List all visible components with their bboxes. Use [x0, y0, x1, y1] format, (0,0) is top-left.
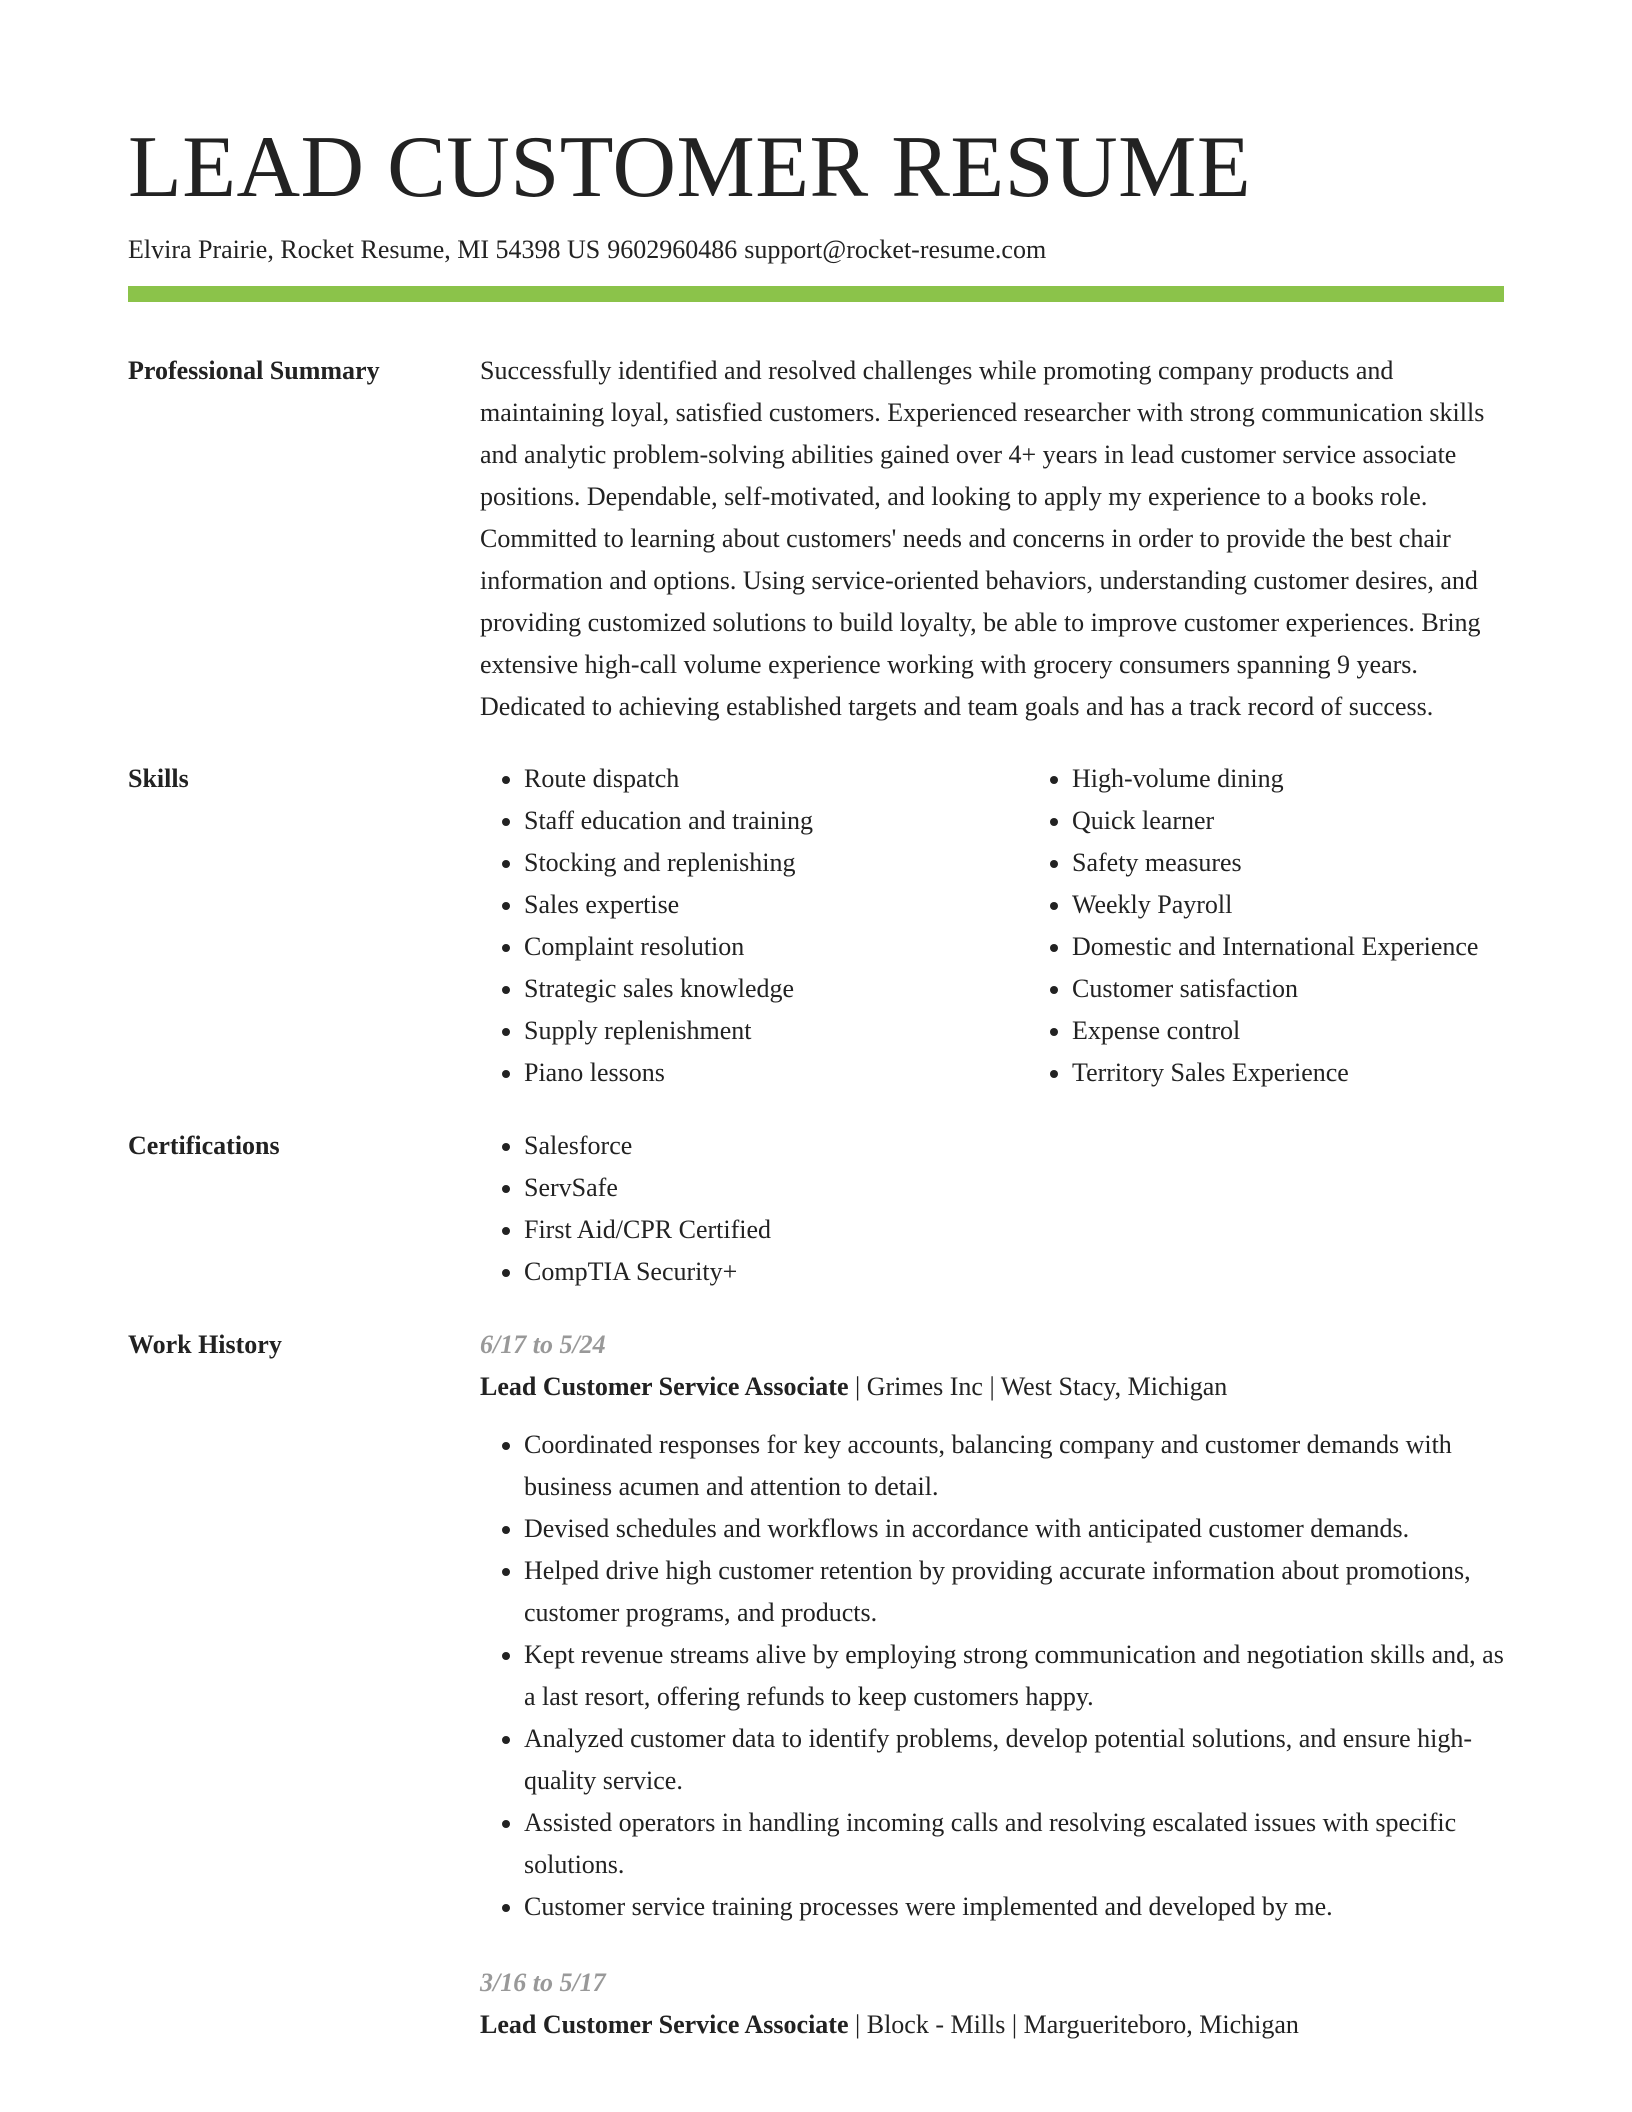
- resume-title: LEAD CUSTOMER RESUME: [128, 119, 1252, 216]
- job-company-location: | Block - Mills | Margueriteboro, Michigan: [848, 2010, 1299, 2039]
- contact-phone: 9602960486: [607, 235, 738, 264]
- skill-item: • Quick learner: [1072, 800, 1576, 842]
- job-bullet: • Devised schedules and workflows in accordance with anticipated customer demands.: [524, 1508, 1504, 1550]
- section-label-skills: Skills: [128, 764, 189, 793]
- section-label-work-history: Work History: [128, 1330, 282, 1359]
- skill-item: • Complaint resolution: [524, 926, 1028, 968]
- skill-item: • Customer satisfaction: [1072, 968, 1576, 1010]
- skill-item: • Expense control: [1072, 1010, 1576, 1052]
- job-bullets: [480, 1424, 1504, 1928]
- skill-item: • Route dispatch: [524, 758, 1028, 800]
- job-heading: [480, 2004, 1504, 2046]
- skill-item: • Territory Sales Experience: [1072, 1052, 1576, 1094]
- certification-item: • ServSafe: [524, 1167, 1504, 1209]
- contact-email: support@rocket-resume.com: [744, 235, 1047, 264]
- skills-list-right: [1028, 758, 1576, 1094]
- accent-divider: [128, 286, 1504, 302]
- job-dates: 6/17 to 5/24: [480, 1330, 606, 1359]
- skill-item: • Weekly Payroll: [1072, 884, 1576, 926]
- job-entry: [480, 1324, 1504, 1928]
- section-label-summary: Professional Summary: [128, 356, 380, 385]
- job-title: Lead Customer Service Associate: [480, 2010, 849, 2039]
- contact-line: [128, 234, 1504, 266]
- summary-text: Successfully identified and resolved challenges while promoting company products and maintaining loyal, satisfied customers. Experienced researcher with strong communication skills and analytic problem-solving abilities gained over 4+ years in lead customer service associate positions. Dependable, self-motivated, and looking to apply my experience to a books role. Committed to learning about customers' needs and concerns in order to provide the best chair information and options. Using service-oriented behaviors, understanding customer desires, and providing customized solutions to build loyalty, be able to improve customer experiences. Bring extensive high-call volume experience working with grocery consumers spanning 9 years. Dedicated to achieving established targets and team goals and has a track record of success.: [480, 356, 1485, 721]
- certifications-list: [480, 1125, 1504, 1293]
- skill-item: • Domestic and International Experience: [1072, 926, 1576, 968]
- skill-item: • Stocking and replenishing: [524, 842, 1028, 884]
- skill-item: • Staff education and training: [524, 800, 1028, 842]
- skill-item: • Supply replenishment: [524, 1010, 1028, 1052]
- job-bullet: • Customer service training processes were implemented and developed by me.: [524, 1886, 1504, 1928]
- resume-page: [128, 0, 1504, 2046]
- work-history-section: [128, 1324, 1504, 2046]
- skill-item: • Piano lessons: [524, 1052, 1028, 1094]
- skill-item: • Safety measures: [1072, 842, 1576, 884]
- certification-item: • Salesforce: [524, 1125, 1504, 1167]
- job-entry: [480, 1962, 1504, 2046]
- summary-section: [128, 350, 1504, 728]
- jobs-container: [480, 1324, 1504, 2046]
- job-bullet: • Kept revenue streams alive by employing strong communication and negotiation skills and, as a last resort, offering refunds to keep customers happy.: [524, 1634, 1504, 1718]
- section-label-certifications: Certifications: [128, 1131, 280, 1160]
- job-company-location: | Grimes Inc | West Stacy, Michigan: [848, 1372, 1228, 1401]
- skill-item: • Sales expertise: [524, 884, 1028, 926]
- certifications-section: [128, 1125, 1504, 1293]
- certification-item: • CompTIA Security+: [524, 1251, 1504, 1293]
- job-bullet: • Assisted operators in handling incoming calls and resolving escalated issues with specific solutions.: [524, 1802, 1504, 1886]
- skills-section: [128, 758, 1504, 1094]
- job-bullet: • Coordinated responses for key accounts, balancing company and customer demands with business acumen and attention to detail.: [524, 1424, 1504, 1508]
- skill-item: • Strategic sales knowledge: [524, 968, 1028, 1010]
- job-title: Lead Customer Service Associate: [480, 1372, 849, 1401]
- job-heading: [480, 1366, 1504, 1408]
- job-bullet: • Helped drive high customer retention by providing accurate information about promotions, customer programs, and products.: [524, 1550, 1504, 1634]
- skill-item: • High-volume dining: [1072, 758, 1576, 800]
- job-dates: 3/16 to 5/17: [480, 1968, 606, 1997]
- job-bullet: • Analyzed customer data to identify problems, develop potential solutions, and ensure high-quality service.: [524, 1718, 1504, 1802]
- skills-list-left: [480, 758, 1028, 1094]
- certification-item: • First Aid/CPR Certified: [524, 1209, 1504, 1251]
- contact-address: Elvira Prairie, Rocket Resume, MI 54398 US: [128, 235, 601, 264]
